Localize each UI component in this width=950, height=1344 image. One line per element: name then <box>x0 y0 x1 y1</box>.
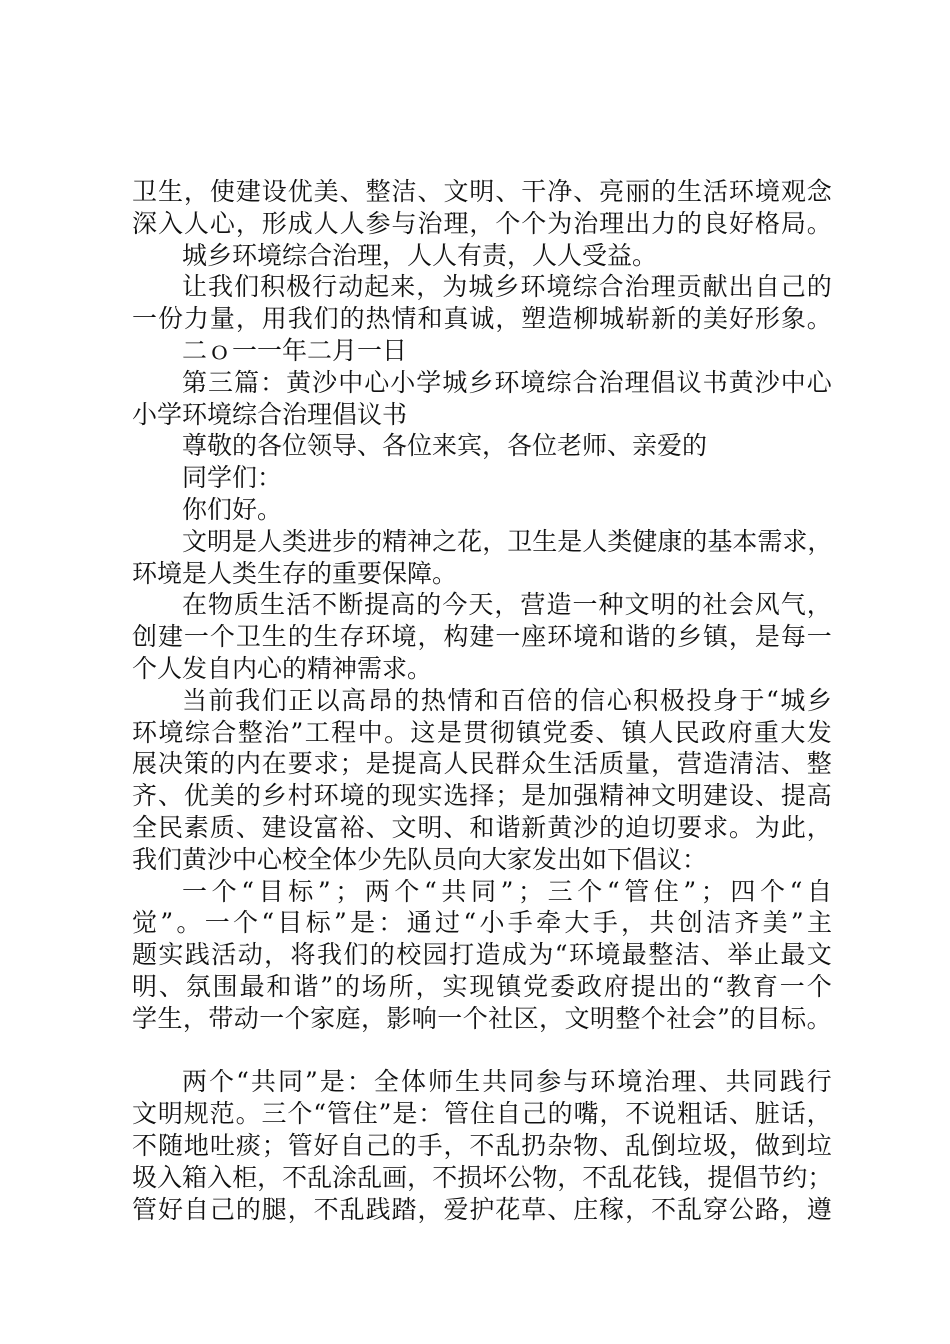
text-line: 一 个 “ 目 标 ” ； 两 个 “ 共 同 ” ； 三 个 “ 管 住 ” ； 四 个 “ 自 <box>182 876 832 906</box>
text-line: 明 、 氛 围 最 和 谐 ” 的 场 所 ， 实 现 镇 党 委 政 府 提 出 的 “ 教 育 一 个 <box>132 971 832 1001</box>
text-line: 个人发自内心的精神需求。 <box>132 653 433 683</box>
text-line: 在 物 质 生 活 不 断 提 高 的 今 天 ， 营 造 一 种 文 明 的 社 会 风 气 ， <box>182 590 832 620</box>
text-line: 创 建 一 个 卫 生 的 生 存 环 境 ， 构 建 一 座 环 境 和 谐 的 乡 镇 ， 是 每 一 <box>132 622 832 652</box>
text-line: 觉 ” 。 一 个 “ 目 标 ” 是 ： 通 过 “ 小 手 牵 大 手 ， 共 创 洁 齐 美 ” 主 <box>132 908 832 938</box>
text-line: 文 明 规 范 。 三 个 “ 管 住 ” 是 ： 管 住 自 己 的 嘴 ， 不 说 粗 话 、 脏 话 ， <box>132 1099 832 1129</box>
text-line: 卫 生 ， 使 建 设 优 美 、 整 洁 、 文 明 、 干 净 、 亮 丽 的 生 活 环 境 观 念 <box>132 177 832 206</box>
text-line: 全 民 素 质 、 建 设 富 裕 、 文 明 、 和 谐 新 黄 沙 的 迫 切 要 求 。 为 此 ， <box>132 812 832 842</box>
date-line: 二ｏ一一年二月一日 <box>182 335 408 365</box>
text-line: 学 生 ， 带 动 一 个 家 庭 ， 影 响 一 个 社 区 ， 文 明 整 个 社 会 ” 的 目 标 。 <box>132 1003 832 1033</box>
paragraph-gap <box>132 1035 832 1067</box>
text-line: 齐 、 优 美 的 乡 村 环 境 的 现 实 选 择 ； 是 加 强 精 神 文 明 建 设 、 提 高 <box>132 781 832 811</box>
text-line: 城乡环境综合治理，人人有责，人人受益。 <box>182 240 658 270</box>
text-line: 管 好 自 己 的 腿 ， 不 乱 践 踏 ， 爱 护 花 草 、 庄 稼 ， 不 乱 穿 公 路 ， 遵 <box>132 1194 832 1224</box>
text-line: 圾 入 箱 入 柜 ， 不 乱 涂 乱 画 ， 不 损 坏 公 物 ， 不 乱 花 钱 ， 提 倡 节 约 ； <box>132 1162 833 1192</box>
section-heading-continued: 小学环境综合治理倡议书 <box>132 399 408 429</box>
text-line: 题 实 践 活 动 ， 将 我 们 的 校 园 打 造 成 为 “ 环 境 最 整 洁 、 举 止 最 文 <box>132 940 832 970</box>
section-heading: 第 三 篇 ： 黄 沙 中 心 小 学 城 乡 环 境 综 合 治 理 倡 议 书 黄 沙 中 心 <box>182 367 832 397</box>
text-line: 环境是人类生存的重要保障。 <box>132 558 458 588</box>
text-line: 文 明 是 人 类 进 步 的 精 神 之 花 ， 卫 生 是 人 类 健 康 的 基 本 需 求 ， <box>182 526 833 556</box>
salutation: 同学们： <box>182 463 283 493</box>
text-line: 展 决 策 的 内 在 要 求 ； 是 提 高 人 民 群 众 生 活 质 量 ， 营 造 清 洁 、 整 <box>132 749 832 779</box>
text-line: 一 份 力 量 ， 用 我 们 的 热 情 和 真 诚 ， 塑 造 柳 城 崭 新 的 美 好 形 象 。 <box>132 304 832 334</box>
document-page <box>132 176 832 1225</box>
text-line: 两 个 “ 共 同 ” 是 ： 全 体 师 生 共 同 参 与 环 境 治 理 、 共 同 践 行 <box>182 1067 832 1097</box>
text-line: 我们黄沙中心校全体少先队员向大家发出如下倡议： <box>132 844 708 874</box>
text-line: 环 境 综 合 整 治 ” 工 程 中 。 这 是 贯 彻 镇 党 委 、 镇 人 民 政 府 重 大 发 <box>132 717 832 747</box>
text-line: 让 我 们 积 极 行 动 起 来 ， 为 城 乡 环 境 综 合 治 理 贡 献 出 自 己 的 <box>182 272 832 302</box>
text-line: 深 入 人 心 ， 形 成 人 人 参 与 治 理 ， 个 个 为 治 理 出 力 的 良 好 格 局 。 <box>132 208 832 238</box>
text-line: 当 前 我 们 正 以 高 昂 的 热 情 和 百 倍 的 信 心 积 极 投 身 于 “ 城 乡 <box>182 685 832 715</box>
text-line: 不 随 地 吐 痰 ； 管 好 自 己 的 手 ， 不 乱 扔 杂 物 、 乱 倒 垃 圾 ， 做 到 垃 <box>132 1130 832 1160</box>
salutation: 尊敬的各位领导、各位来宾，各位老师、亲爱的 <box>182 431 708 461</box>
greeting: 你们好。 <box>182 494 283 524</box>
